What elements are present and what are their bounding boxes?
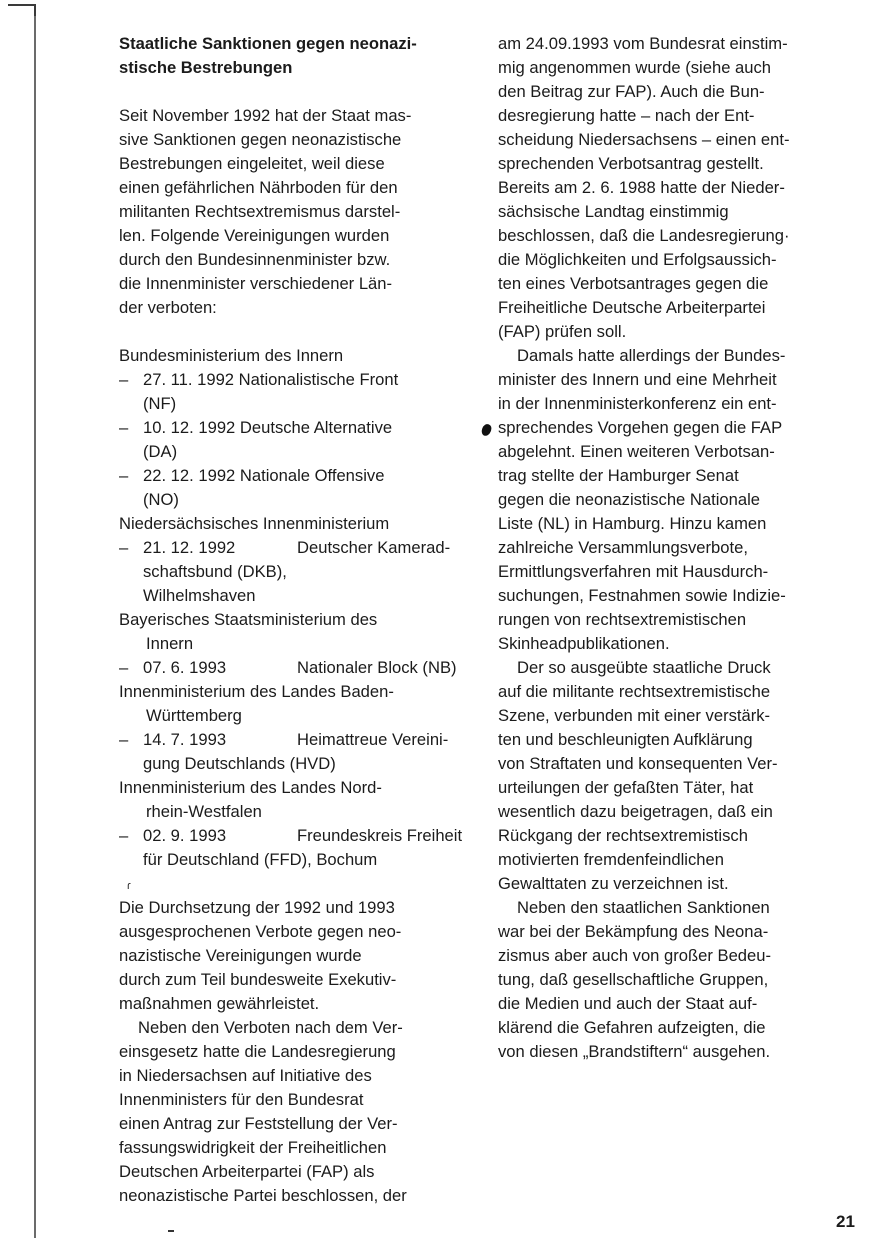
text-line: Liste (NL) in Hamburg. Hinzu kamen bbox=[498, 514, 767, 533]
text-line: von diesen „Brandstiftern“ ausgehen. bbox=[498, 1042, 771, 1061]
druck-paragraph bbox=[498, 656, 850, 896]
text-line: einsgesetz hatte die Landesregierung bbox=[119, 1042, 396, 1061]
authority-label: Innenministerium des Landes Baden- bbox=[119, 682, 394, 701]
ban-date: 02. 9. 1993 bbox=[143, 826, 227, 845]
text-line: Bereits am 2. 6. 1988 hatte der Nieder- bbox=[498, 178, 785, 197]
text-line: Ermittlungsverfahren mit Hausdurch- bbox=[498, 562, 769, 581]
authority-label-cont: rhein-Westfalen bbox=[146, 802, 262, 821]
ban-entry bbox=[119, 656, 479, 680]
text-line: (FAP) prüfen soll. bbox=[498, 322, 627, 341]
organization-abbr: (NO) bbox=[143, 490, 179, 509]
text-line: ten eines Verbotsantrages gegen die bbox=[498, 274, 769, 293]
text-line: durch den Bundesinnenminister bzw. bbox=[119, 250, 391, 269]
text-line: sive Sanktionen gegen neonazistische bbox=[119, 130, 402, 149]
text-line: einen gefährlichen Nährboden für den bbox=[119, 178, 398, 197]
ban-entry bbox=[119, 464, 479, 512]
list-dash: – bbox=[119, 466, 129, 485]
heading-line: stische Bestrebungen bbox=[119, 58, 293, 77]
heading-line: Staatliche Sanktionen gegen neonazi- bbox=[119, 34, 417, 53]
ban-date: 10. 12. 1992 bbox=[143, 418, 236, 437]
organization-name-cont: gung Deutschlands (HVD) bbox=[143, 754, 336, 773]
enforcement-paragraph bbox=[119, 896, 479, 1016]
organization-name-cont: für Deutschland (FFD), Bochum bbox=[143, 850, 378, 869]
text-line: ausgesprochenen Verbote gegen neo- bbox=[119, 922, 402, 941]
text-line: motivierten fremdenfeindlichen bbox=[498, 850, 724, 869]
text-line: maßnahmen gewährleistet. bbox=[119, 994, 320, 1013]
text-line: urteilungen der gefaßten Täter, hat bbox=[498, 778, 754, 797]
page-corner-mark bbox=[8, 4, 36, 16]
authority-label-cont: Württemberg bbox=[146, 706, 242, 725]
text-line: Szene, verbunden mit einer verstärk- bbox=[498, 706, 771, 725]
text-line: am 24.09.1993 vom Bundesrat einstim- bbox=[498, 34, 788, 53]
text-line: von Straftaten und konsequenten Ver- bbox=[498, 754, 778, 773]
ink-blot bbox=[480, 423, 493, 437]
text-line: mig angenommen wurde (siehe auch bbox=[498, 58, 772, 77]
text-line: Der so ausgeübte staatliche Druck bbox=[517, 658, 771, 677]
text-line: sächsische Landtag einstimmig bbox=[498, 202, 729, 221]
list-dash: – bbox=[119, 370, 129, 389]
authority-label: Bundesministerium des Innern bbox=[119, 346, 344, 365]
list-dash: – bbox=[119, 730, 129, 749]
text-line: Deutschen Arbeiterpartei (FAP) als bbox=[119, 1162, 375, 1181]
text-line: tung, daß gesellschaftliche Gruppen, bbox=[498, 970, 769, 989]
text-line: den Beitrag zur FAP). Auch die Bun- bbox=[498, 82, 765, 101]
organization-abbr: (DA) bbox=[143, 442, 178, 461]
ban-date: 14. 7. 1993 bbox=[143, 730, 227, 749]
text-line: Seit November 1992 hat der Staat mas- bbox=[119, 106, 412, 125]
text-line: zismus aber auch von großer Bedeu- bbox=[498, 946, 772, 965]
text-line: Gewalttaten zu verzeichnen ist. bbox=[498, 874, 729, 893]
page-edge-line bbox=[34, 10, 36, 1238]
text-line: die Innenminister verschiedener Län- bbox=[119, 274, 393, 293]
text-line: militanten Rechtsextremismus darstel- bbox=[119, 202, 401, 221]
organization-name: Freundeskreis Freiheit bbox=[297, 826, 463, 845]
organization-name-cont: schaftsbund (DKB), bbox=[143, 562, 287, 581]
text-line: rungen von rechtsextremistischen bbox=[498, 610, 747, 629]
text-line: abgelehnt. Einen weiteren Verbotsan- bbox=[498, 442, 775, 461]
organization-name: Heimattreue Vereini- bbox=[297, 730, 449, 749]
authority-label: Innenministerium des Landes Nord- bbox=[119, 778, 382, 797]
text-line: Innenministers für den Bundesrat bbox=[119, 1090, 364, 1109]
organization-abbr: (NF) bbox=[143, 394, 177, 413]
text-line: sprechendes Vorgehen gegen die FAP bbox=[498, 418, 783, 437]
ban-entry bbox=[119, 416, 479, 464]
ban-list bbox=[119, 344, 479, 872]
text-line: ten und beschleunigten Aufklärung bbox=[498, 730, 753, 749]
organization-name: Nationaler Block (NB) bbox=[297, 658, 457, 677]
right-column bbox=[498, 32, 850, 1064]
text-line: durch zum Teil bundesweite Exekutiv- bbox=[119, 970, 397, 989]
organization-name: Nationalistische Front bbox=[238, 370, 399, 389]
text-line: gegen die neonazistische Nationale bbox=[498, 490, 760, 509]
stray-ink-mark: ɾ bbox=[127, 880, 131, 892]
text-line: scheidung Niedersachsens – einen ent- bbox=[498, 130, 790, 149]
text-line: Bestrebungen eingeleitet, weil diese bbox=[119, 154, 385, 173]
damals-paragraph bbox=[498, 344, 850, 656]
list-dash: – bbox=[119, 826, 129, 845]
ban-request-paragraph bbox=[119, 1016, 479, 1208]
text-line: Neben den staatlichen Sanktionen bbox=[517, 898, 770, 917]
organization-name: Nationale Offensive bbox=[239, 466, 385, 485]
ban-entry bbox=[119, 824, 479, 872]
text-line: der verboten: bbox=[119, 298, 217, 317]
stray-dash-mark bbox=[168, 1230, 174, 1232]
text-line: minister des Innern und eine Mehrheit bbox=[498, 370, 777, 389]
text-line: neonazistische Partei beschlossen, der bbox=[119, 1186, 407, 1205]
text-line: nazistische Vereinigungen wurde bbox=[119, 946, 362, 965]
ban-entry bbox=[119, 536, 479, 608]
text-line: zahlreiche Versammlungsverbote, bbox=[498, 538, 748, 557]
authority-label: Bayerisches Staatsministerium des bbox=[119, 610, 378, 629]
text-line: Neben den Verboten nach dem Ver- bbox=[138, 1018, 403, 1037]
ban-date: 22. 12. 1992 bbox=[143, 466, 236, 485]
text-line: in der Innenministerkonferenz ein ent- bbox=[498, 394, 777, 413]
list-dash: – bbox=[119, 418, 129, 437]
ban-date: 21. 12. 1992 bbox=[143, 538, 236, 557]
ban-entry bbox=[119, 728, 479, 776]
continuation-paragraph bbox=[498, 32, 850, 344]
ban-entry bbox=[119, 368, 479, 416]
text-line: klärend die Gefahren aufzeigten, die bbox=[498, 1018, 766, 1037]
text-line: wesentlich dazu beigetragen, daß ein bbox=[498, 802, 773, 821]
left-column bbox=[119, 32, 479, 1208]
text-line: war bei der Bekämpfung des Neona- bbox=[498, 922, 769, 941]
ban-date: 27. 11. 1992 bbox=[143, 370, 235, 389]
text-line: in Niedersachsen auf Initiative des bbox=[119, 1066, 372, 1085]
text-line: beschlossen, daß die Landesregierung· bbox=[498, 226, 790, 245]
text-line: trag stellte der Hamburger Senat bbox=[498, 466, 739, 485]
text-line: auf die militante rechtsextremistische bbox=[498, 682, 771, 701]
text-line: sprechenden Verbotsantrag gestellt. bbox=[498, 154, 764, 173]
text-line: Die Durchsetzung der 1992 und 1993 bbox=[119, 898, 395, 917]
organization-location: Wilhelmshaven bbox=[143, 586, 256, 605]
text-line: Damals hatte allerdings der Bundes- bbox=[517, 346, 786, 365]
text-line: len. Folgende Vereinigungen wurden bbox=[119, 226, 390, 245]
organization-name: Deutsche Alternative bbox=[239, 418, 393, 437]
list-dash: – bbox=[119, 658, 129, 677]
authority-label: Niedersächsisches Innenministerium bbox=[119, 514, 390, 533]
organization-name: Deutscher Kamerad- bbox=[297, 538, 451, 557]
text-line: desregierung hatte – nach der Ent- bbox=[498, 106, 755, 125]
list-dash: – bbox=[119, 538, 129, 557]
intro-paragraph bbox=[119, 104, 479, 320]
text-line: die Medien und auch der Staat auf- bbox=[498, 994, 758, 1013]
text-line: fassungswidrigkeit der Freiheitlichen bbox=[119, 1138, 387, 1157]
page-number: 21 bbox=[836, 1212, 855, 1231]
text-line: Skinheadpublikationen. bbox=[498, 634, 670, 653]
text-line: Freiheitliche Deutsche Arbeiterpartei bbox=[498, 298, 766, 317]
section-heading bbox=[119, 32, 479, 80]
text-line: die Möglichkeiten und Erfolgsaussich- bbox=[498, 250, 777, 269]
ban-date: 07. 6. 1993 bbox=[143, 658, 227, 677]
text-line: suchungen, Festnahmen sowie Indizie- bbox=[498, 586, 786, 605]
text-line: einen Antrag zur Feststellung der Ver- bbox=[119, 1114, 398, 1133]
authority-label-cont: Innern bbox=[146, 634, 194, 653]
text-line: Rückgang der rechtsextremistisch bbox=[498, 826, 748, 845]
neben-paragraph bbox=[498, 896, 850, 1064]
